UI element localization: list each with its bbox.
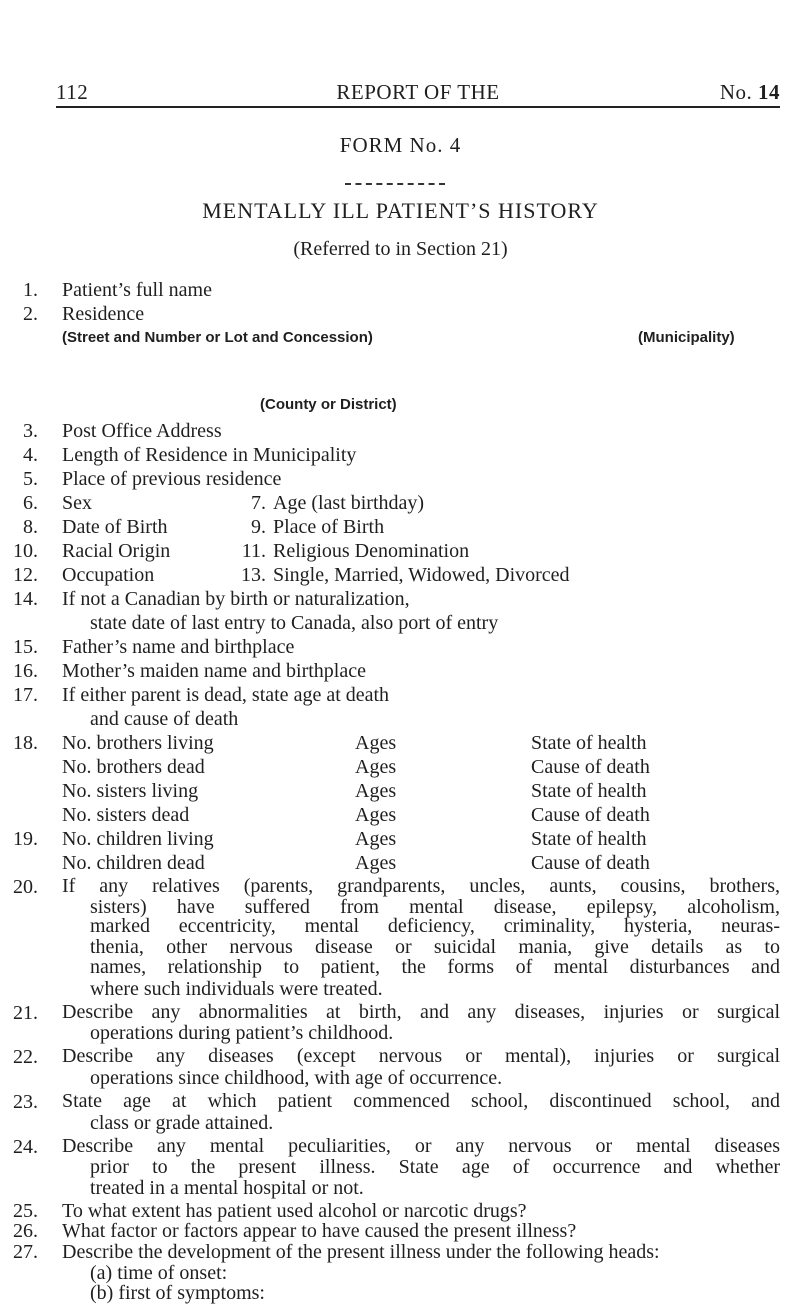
item-number: 1. <box>23 279 38 301</box>
item-14-line-2: state date of last entry to Canada, also port of entry <box>90 612 499 634</box>
item-27-development: Describe the development of the present illness under the following heads: <box>62 1241 660 1263</box>
item-8-date-of-birth: Date of Birth <box>62 516 168 538</box>
item-12-occupation: Occupation <box>62 564 155 586</box>
sibling-row-ages: Ages <box>355 780 397 802</box>
item-22-line: operations since childhood, with age of occurrence. <box>90 1067 503 1089</box>
item-number: 26. <box>13 1220 38 1242</box>
children-row-ages: Ages <box>355 852 397 874</box>
form-number: FORM No. 4 <box>339 133 462 157</box>
issue-number: No. 14 <box>719 80 780 104</box>
item-20-line: sisters) have suffered from mental disease, epilepsy, alcoholism, <box>90 896 780 918</box>
item-24-line: Describe any mental peculiarities, or any nervous or mental diseases <box>62 1135 780 1157</box>
children-row-label: No. children dead <box>62 852 205 874</box>
form-reference: (Referred to in Section 21) <box>293 238 508 260</box>
item-26-cause: What factor or factors appear to have caused the present illness? <box>62 1220 577 1242</box>
item-number: 25. <box>13 1200 38 1222</box>
item-number: 19. <box>13 828 38 850</box>
item-number: 3. <box>23 420 38 442</box>
item-20-line: marked eccentricity, mental deficiency, criminality, hysteria, neuras- <box>90 915 780 937</box>
sibling-row-ages: Ages <box>355 756 397 778</box>
item-27b-symptoms: (b) first of symptoms: <box>90 1282 265 1304</box>
item-24-line: treated in a mental hospital or not. <box>90 1177 364 1199</box>
item-20-line: If any relatives (parents, grandparents, uncles, aunts, cousins, brothers, <box>62 875 780 897</box>
item-number: 9. <box>251 516 266 538</box>
street-caption: (Street and Number or Lot and Concession) <box>62 329 373 346</box>
children-row-state: State of health <box>531 828 647 850</box>
children-row-ages: Ages <box>355 828 397 850</box>
item-number: 16. <box>13 660 38 682</box>
item-2-residence: Residence <box>62 303 145 325</box>
sibling-row-label: No. brothers dead <box>62 756 205 778</box>
sibling-row-label: No. brothers living <box>62 732 214 754</box>
item-number: 21. <box>13 1002 38 1024</box>
item-24-line: prior to the present illness. State age of occurrence and whether <box>90 1156 780 1178</box>
county-caption: (County or District) <box>260 396 397 413</box>
children-row-label: No. children living <box>62 828 214 850</box>
item-21-line: operations during patient’s childhood. <box>90 1022 394 1044</box>
item-number: 15. <box>13 636 38 658</box>
municipality-caption: (Municipality) <box>638 329 735 346</box>
item-number: 6. <box>23 492 38 514</box>
item-number: 7. <box>251 492 266 514</box>
item-9-place-of-birth: Place of Birth <box>273 516 385 538</box>
item-number: 14. <box>13 588 38 610</box>
children-row-state: Cause of death <box>531 852 650 874</box>
sibling-row-ages: Ages <box>355 732 397 754</box>
item-1-patient-name: Patient’s full name <box>62 279 212 301</box>
sibling-row-label: No. sisters living <box>62 780 199 802</box>
item-16-mother: Mother’s maiden name and birthplace <box>62 660 366 682</box>
item-4-length-residence: Length of Residence in Municipality <box>62 444 357 466</box>
item-20-line: thenia, other nervous disease or suicidal mania, give details as to <box>90 936 780 958</box>
running-header <box>56 80 780 106</box>
title-dashes <box>345 183 445 185</box>
item-3-post-office: Post Office Address <box>62 420 222 442</box>
item-17-line-1: If either parent is dead, state age at death <box>62 684 390 706</box>
item-27a-onset: (a) time of onset: <box>90 1262 228 1284</box>
page-number: 112 <box>56 80 89 104</box>
item-number: 12. <box>13 564 38 586</box>
item-number: 10. <box>13 540 38 562</box>
item-23-line: State age at which patient commenced school, discontinued school, and <box>62 1090 780 1112</box>
sibling-row-state: Cause of death <box>531 804 650 826</box>
item-14-line-1: If not a Canadian by birth or naturalization, <box>62 588 410 610</box>
item-23-line: class or grade attained. <box>90 1112 274 1134</box>
item-21-line: Describe any abnormalities at birth, and any diseases, injuries or surgical <box>62 1001 780 1023</box>
sibling-row-state: Cause of death <box>531 756 650 778</box>
item-number: 20. <box>13 876 38 898</box>
item-5-previous-residence: Place of previous residence <box>62 468 282 490</box>
item-number: 11. <box>241 540 266 562</box>
item-number: 22. <box>13 1046 38 1068</box>
item-number: 13. <box>241 564 266 586</box>
item-13-marital-status: Single, Married, Widowed, Divorced <box>273 564 570 586</box>
item-11-religion: Religious Denomination <box>273 540 470 562</box>
item-20-line: where such individuals were treated. <box>90 978 383 1000</box>
item-10-racial-origin: Racial Origin <box>62 540 171 562</box>
item-22-line: Describe any diseases (except nervous or mental), injuries or surgical <box>62 1045 780 1067</box>
header-rule <box>56 106 780 108</box>
form-title: MENTALLY ILL PATIENT’S HISTORY <box>202 198 599 223</box>
item-number: 8. <box>23 516 38 538</box>
item-number: 5. <box>23 468 38 490</box>
item-number: 18. <box>13 732 38 754</box>
item-17-line-2: and cause of death <box>90 708 239 730</box>
item-number: 2. <box>23 303 38 325</box>
item-20-line: names, relationship to patient, the forms of mental disturbances and <box>90 956 780 978</box>
item-number: 23. <box>13 1091 38 1113</box>
item-7-age: Age (last birthday) <box>273 492 425 514</box>
sibling-row-state: State of health <box>531 732 647 754</box>
item-6-sex: Sex <box>62 492 92 514</box>
item-number: 4. <box>23 444 38 466</box>
item-number: 24. <box>13 1136 38 1158</box>
item-15-father: Father’s name and birthplace <box>62 636 295 658</box>
sibling-row-label: No. sisters dead <box>62 804 190 826</box>
sibling-row-state: State of health <box>531 780 647 802</box>
running-title: REPORT OF THE <box>336 80 500 104</box>
item-25-alcohol: To what extent has patient used alcohol or narcotic drugs? <box>62 1200 527 1222</box>
item-number: 27. <box>13 1241 38 1263</box>
item-number: 17. <box>13 684 38 706</box>
sibling-row-ages: Ages <box>355 804 397 826</box>
